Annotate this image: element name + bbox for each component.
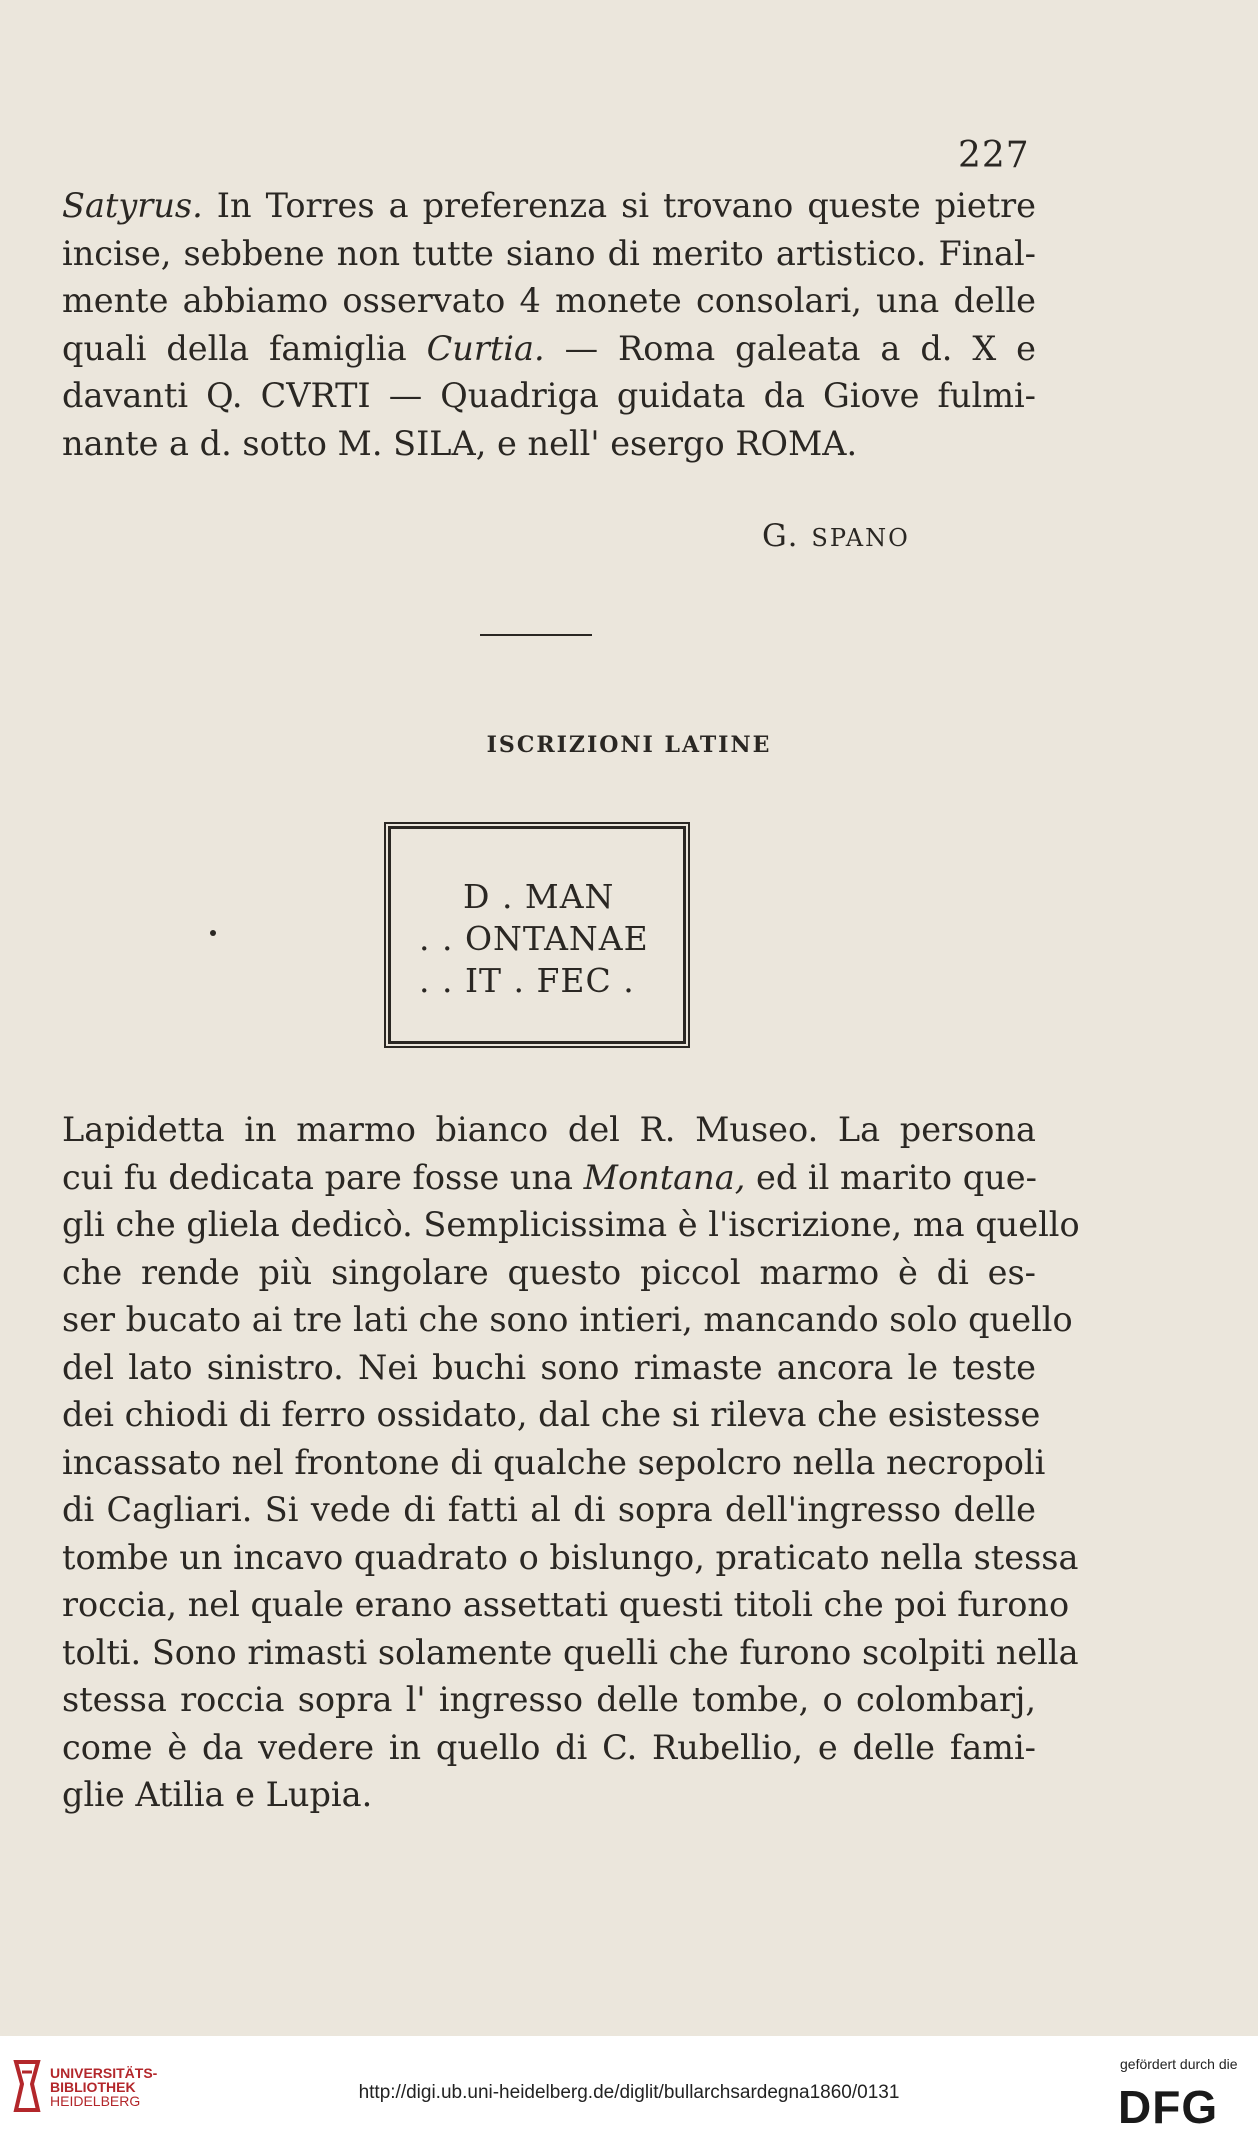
stray-mark	[210, 930, 216, 936]
inscription-line: . . ONTANAE	[419, 919, 649, 958]
section-divider	[480, 634, 592, 636]
source-url-link[interactable]: http://digi.ub.uni-heidelberg.de/diglit/bullarchsardegna1860/0131	[358, 2082, 900, 2103]
text-line: mente abbiamo osservato 4 monete consolari, una delle	[62, 281, 1036, 320]
text-line: glie Atilia e Lupia.	[62, 1775, 373, 1814]
inscription-frame	[388, 826, 686, 1044]
library-line: BIBLIOTHEK	[50, 2079, 136, 2095]
text-line: Satyrus. In Torres a preferenza si trovano queste pietre	[62, 186, 1036, 225]
text-line: nante a d. sotto M. SILA, e nell' esergo ROMA.	[62, 423, 858, 463]
signature-name: SPANO	[811, 524, 910, 552]
text-line: Lapidetta in marmo bianco del R. Museo. La persona	[62, 1110, 1036, 1149]
text-line: di Cagliari. Si vede di fatti al di sopra dell'ingresso delle	[62, 1490, 1036, 1529]
signature-initial: G.	[762, 518, 800, 554]
text-line: gli che gliela dedicò. Semplicissima è l'iscrizione, ma quello	[62, 1205, 1080, 1244]
text-line: del lato sinistro. Nei buchi sono rimaste ancora le teste	[62, 1347, 1036, 1387]
paragraph-coins	[62, 182, 1036, 467]
dfg-logo: DFG	[1118, 2081, 1219, 2133]
paragraph-lapidetta	[62, 1106, 1080, 1819]
digitization-footer	[0, 2036, 1258, 2135]
text-line: stessa roccia sopra l' ingresso delle tombe, o colombarj,	[62, 1680, 1036, 1719]
text-line: cui fu dedicata pare fosse una Montana, ed il marito que-	[62, 1157, 1037, 1197]
text-line: quali della famiglia Curtia. — Roma galeata a d. X e	[62, 328, 1036, 368]
text-line: che rende più singolare questo piccol marmo è di es-	[62, 1252, 1036, 1292]
page-number: 227	[958, 135, 1030, 176]
text-line: come è da vedere in quello di C. Rubellio, e delle fami-	[62, 1727, 1036, 1767]
inscription-line: . . IT . FEC .	[419, 961, 635, 1000]
text-line: incise, sebbene non tutte siano di merito artistico. Final-	[62, 233, 1036, 273]
text-line: incassato nel frontone di qualche sepolcro nella necropoli	[62, 1442, 1046, 1482]
section-heading: ISCRIZIONI LATINE	[486, 732, 772, 758]
funding-note: gefördert durch die	[1120, 2056, 1238, 2072]
text-line: dei chiodi di ferro ossidato, dal che si rileva che esistesse	[62, 1395, 1041, 1434]
inscription-line: D . MAN	[463, 877, 615, 916]
text-line: ser bucato ai tre lati che sono intieri, mancando solo quello	[62, 1300, 1073, 1339]
text-line: tombe un incavo quadrato o bislungo, praticato nella stessa	[62, 1537, 1079, 1577]
library-line: HEIDELBERG	[50, 2093, 141, 2109]
text-line: davanti Q. CVRTI — Quadriga guidata da Giove fulmi-	[62, 376, 1036, 415]
text-line: roccia, nel quale erano assettati questi titoli che poi furono	[62, 1585, 1070, 1624]
library-line: UNIVERSITÄTS-	[50, 2065, 158, 2081]
author-signature	[762, 518, 910, 554]
text-line: tolti. Sono rimasti solamente quelli che furono scolpiti nella	[62, 1632, 1079, 1672]
